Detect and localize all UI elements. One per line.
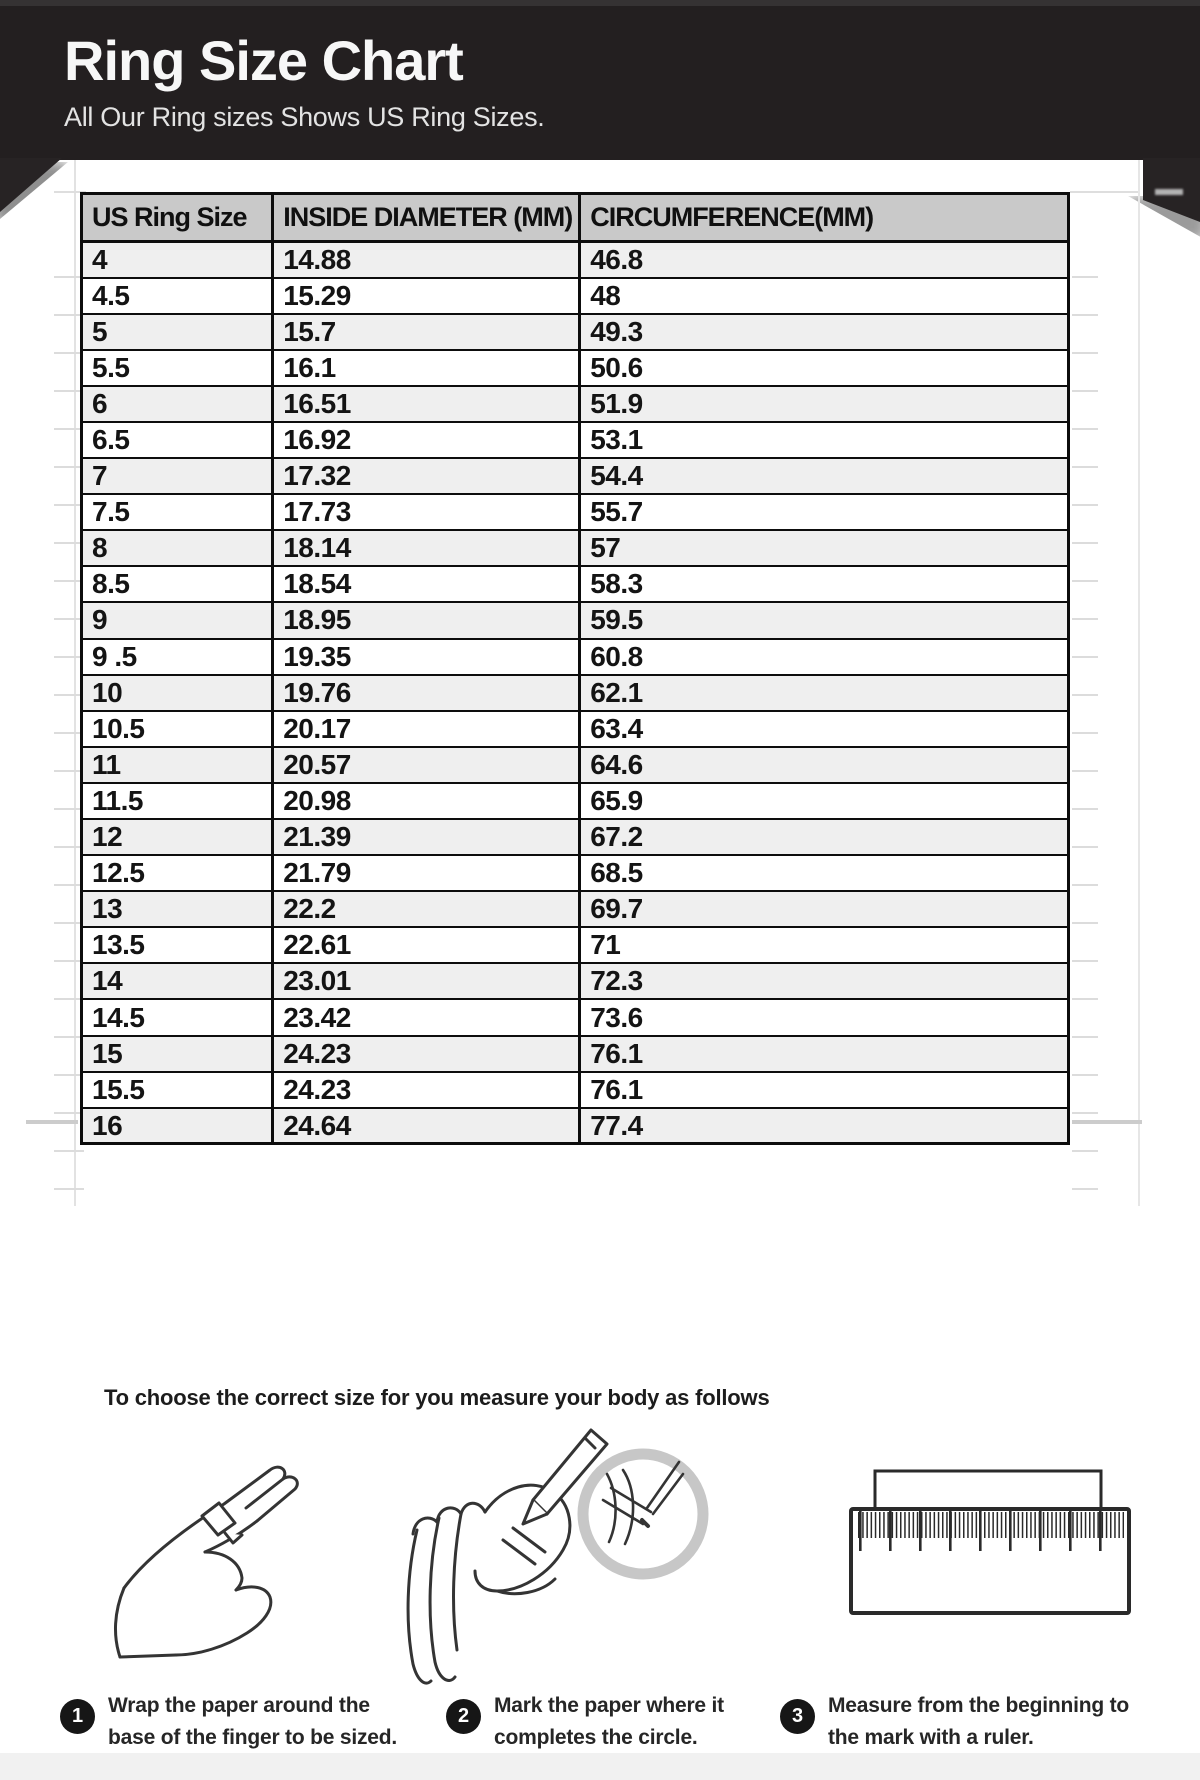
table-cell: 18.54 bbox=[273, 566, 580, 602]
step-1-caption bbox=[108, 1690, 397, 1754]
table-cell: 8 bbox=[82, 530, 273, 566]
table-cell: 12.5 bbox=[82, 855, 273, 891]
table-cell: 62.1 bbox=[580, 675, 1069, 711]
step-2 bbox=[446, 1690, 776, 1754]
table-cell: 55.7 bbox=[580, 494, 1069, 530]
table-row bbox=[82, 999, 1069, 1035]
table-cell: 18.95 bbox=[273, 602, 580, 638]
table-cell: 71 bbox=[580, 927, 1069, 963]
table-row bbox=[82, 530, 1069, 566]
banner-right-gray-mark bbox=[1155, 189, 1183, 195]
table-row bbox=[82, 675, 1069, 711]
page-subtitle: All Our Ring sizes Shows US Ring Sizes. bbox=[64, 102, 545, 132]
table-cell: 9 .5 bbox=[82, 639, 273, 675]
table-row bbox=[82, 566, 1069, 602]
table-row bbox=[82, 855, 1069, 891]
table-row bbox=[82, 639, 1069, 675]
table-cell: 11 bbox=[82, 747, 273, 783]
table-cell: 17.32 bbox=[273, 458, 580, 494]
step-2-caption-line-2: completes the circle. bbox=[494, 1726, 698, 1749]
table-cell: 11.5 bbox=[82, 783, 273, 819]
table-row bbox=[82, 422, 1069, 458]
table-cell: 13 bbox=[82, 891, 273, 927]
table-cell: 22.2 bbox=[273, 891, 580, 927]
table-cell: 23.42 bbox=[273, 999, 580, 1035]
table-cell: 24.64 bbox=[273, 1108, 580, 1144]
table-row bbox=[82, 1072, 1069, 1108]
step-2-caption bbox=[494, 1690, 724, 1754]
table-row bbox=[82, 963, 1069, 999]
table-row bbox=[82, 386, 1069, 422]
table-cell: 9 bbox=[82, 602, 273, 638]
table-cell: 14.5 bbox=[82, 999, 273, 1035]
table-cell: 24.23 bbox=[273, 1036, 580, 1072]
table-cell: 21.79 bbox=[273, 855, 580, 891]
step-3-caption bbox=[828, 1690, 1129, 1754]
table-cell: 4.5 bbox=[82, 278, 273, 314]
wrap-paper-illustration bbox=[106, 1440, 346, 1670]
table-row bbox=[82, 819, 1069, 855]
table-cell: 22.61 bbox=[273, 927, 580, 963]
table-cell: 7.5 bbox=[82, 494, 273, 530]
step-2-number-badge: 2 bbox=[446, 1699, 481, 1734]
measure-instructions-heading: To choose the correct size for you measure your body as follows bbox=[104, 1385, 770, 1410]
table-cell: 20.57 bbox=[273, 747, 580, 783]
table-cell: 10.5 bbox=[82, 711, 273, 747]
step-3-caption-line-1: Measure from the beginning to bbox=[828, 1694, 1130, 1717]
table-row bbox=[82, 278, 1069, 314]
table-row bbox=[82, 891, 1069, 927]
table-cell: 72.3 bbox=[580, 963, 1069, 999]
table-cell: 73.6 bbox=[580, 999, 1069, 1035]
table-cell: 53.1 bbox=[580, 422, 1069, 458]
table-row bbox=[82, 1036, 1069, 1072]
table-cell: 7 bbox=[82, 458, 273, 494]
table-cell: 65.9 bbox=[580, 783, 1069, 819]
ring-size-table bbox=[80, 192, 1070, 1145]
table-body bbox=[82, 242, 1069, 1144]
table-cell: 20.17 bbox=[273, 711, 580, 747]
column-header-circumference: CIRCUMFERENCE(MM) bbox=[580, 194, 1069, 242]
table-cell: 4 bbox=[82, 242, 273, 278]
banner bbox=[0, 0, 1200, 160]
column-header-us-ring-size: US Ring Size bbox=[82, 194, 273, 242]
table-cell: 59.5 bbox=[580, 602, 1069, 638]
gridline-vertical-right bbox=[1138, 160, 1140, 1206]
table-cell: 16 bbox=[82, 1108, 273, 1144]
table-cell: 21.39 bbox=[273, 819, 580, 855]
table-cell: 60.8 bbox=[580, 639, 1069, 675]
table-cell: 19.76 bbox=[273, 675, 580, 711]
table-header-row bbox=[82, 194, 1069, 242]
table-cell: 63.4 bbox=[580, 711, 1069, 747]
table-row bbox=[82, 1108, 1069, 1144]
ruler-measure-illustration bbox=[845, 1465, 1135, 1640]
bottom-page-strip bbox=[0, 1753, 1200, 1780]
table-cell: 46.8 bbox=[580, 242, 1069, 278]
mark-paper-illustration bbox=[395, 1422, 710, 1690]
table-cell: 15 bbox=[82, 1036, 273, 1072]
table-cell: 76.1 bbox=[580, 1072, 1069, 1108]
table-cell: 76.1 bbox=[580, 1036, 1069, 1072]
table-cell: 15.5 bbox=[82, 1072, 273, 1108]
table-cell: 67.2 bbox=[580, 819, 1069, 855]
table-cell: 14.88 bbox=[273, 242, 580, 278]
table-cell: 15.29 bbox=[273, 278, 580, 314]
table-cell: 64.6 bbox=[580, 747, 1069, 783]
table-cell: 51.9 bbox=[580, 386, 1069, 422]
step-1-number-badge: 1 bbox=[60, 1699, 95, 1734]
gridline-horizontal-right bbox=[1070, 191, 1138, 193]
table-cell: 13.5 bbox=[82, 927, 273, 963]
table-cell: 19.35 bbox=[273, 639, 580, 675]
table-cell: 5.5 bbox=[82, 350, 273, 386]
scan-artifact-dash-right bbox=[1072, 1120, 1142, 1124]
table-cell: 69.7 bbox=[580, 891, 1069, 927]
table-cell: 16.51 bbox=[273, 386, 580, 422]
table-cell: 5 bbox=[82, 314, 273, 350]
step-3-caption-line-2: the mark with a ruler. bbox=[828, 1726, 1034, 1749]
table-cell: 23.01 bbox=[273, 963, 580, 999]
table-row bbox=[82, 494, 1069, 530]
table-cell: 68.5 bbox=[580, 855, 1069, 891]
hands-pencil-marking-icon bbox=[395, 1422, 710, 1690]
table-cell: 49.3 bbox=[580, 314, 1069, 350]
ruler-icon bbox=[845, 1465, 1135, 1640]
table-row bbox=[82, 242, 1069, 278]
step-3-number-badge: 3 bbox=[780, 1699, 815, 1734]
page-title: Ring Size Chart bbox=[64, 29, 463, 92]
table-cell: 6.5 bbox=[82, 422, 273, 458]
table-cell: 20.98 bbox=[273, 783, 580, 819]
table-cell: 17.73 bbox=[273, 494, 580, 530]
step-1 bbox=[60, 1690, 460, 1754]
table-row bbox=[82, 314, 1069, 350]
table-cell: 50.6 bbox=[580, 350, 1069, 386]
table-cell: 16.92 bbox=[273, 422, 580, 458]
table-cell: 77.4 bbox=[580, 1108, 1069, 1144]
table-cell: 12 bbox=[82, 819, 273, 855]
step-2-caption-line-1: Mark the paper where it bbox=[494, 1694, 724, 1717]
table-row bbox=[82, 602, 1069, 638]
table-cell: 18.14 bbox=[273, 530, 580, 566]
table-cell: 57 bbox=[580, 530, 1069, 566]
table-cell: 24.23 bbox=[273, 1072, 580, 1108]
table-row bbox=[82, 927, 1069, 963]
row-gridline-ticks-right bbox=[1072, 240, 1098, 1192]
table-row bbox=[82, 783, 1069, 819]
table-cell: 58.3 bbox=[580, 566, 1069, 602]
step-3 bbox=[780, 1690, 1180, 1754]
table-row bbox=[82, 350, 1069, 386]
column-header-inside-diameter: INSIDE DIAMETER (MM) bbox=[273, 194, 580, 242]
table-cell: 8.5 bbox=[82, 566, 273, 602]
table-cell: 10 bbox=[82, 675, 273, 711]
table-row bbox=[82, 711, 1069, 747]
table-cell: 54.4 bbox=[580, 458, 1069, 494]
table-row bbox=[82, 747, 1069, 783]
hand-with-paper-band-icon bbox=[106, 1440, 346, 1670]
table-cell: 6 bbox=[82, 386, 273, 422]
scan-artifact-dash-left bbox=[26, 1120, 78, 1124]
table-cell: 14 bbox=[82, 963, 273, 999]
step-1-caption-line-1: Wrap the paper around the bbox=[108, 1694, 370, 1717]
step-1-caption-line-2: base of the finger to be sized. bbox=[108, 1726, 398, 1749]
table-row bbox=[82, 458, 1069, 494]
table-cell: 15.7 bbox=[273, 314, 580, 350]
table-cell: 16.1 bbox=[273, 350, 580, 386]
table-cell: 48 bbox=[580, 278, 1069, 314]
